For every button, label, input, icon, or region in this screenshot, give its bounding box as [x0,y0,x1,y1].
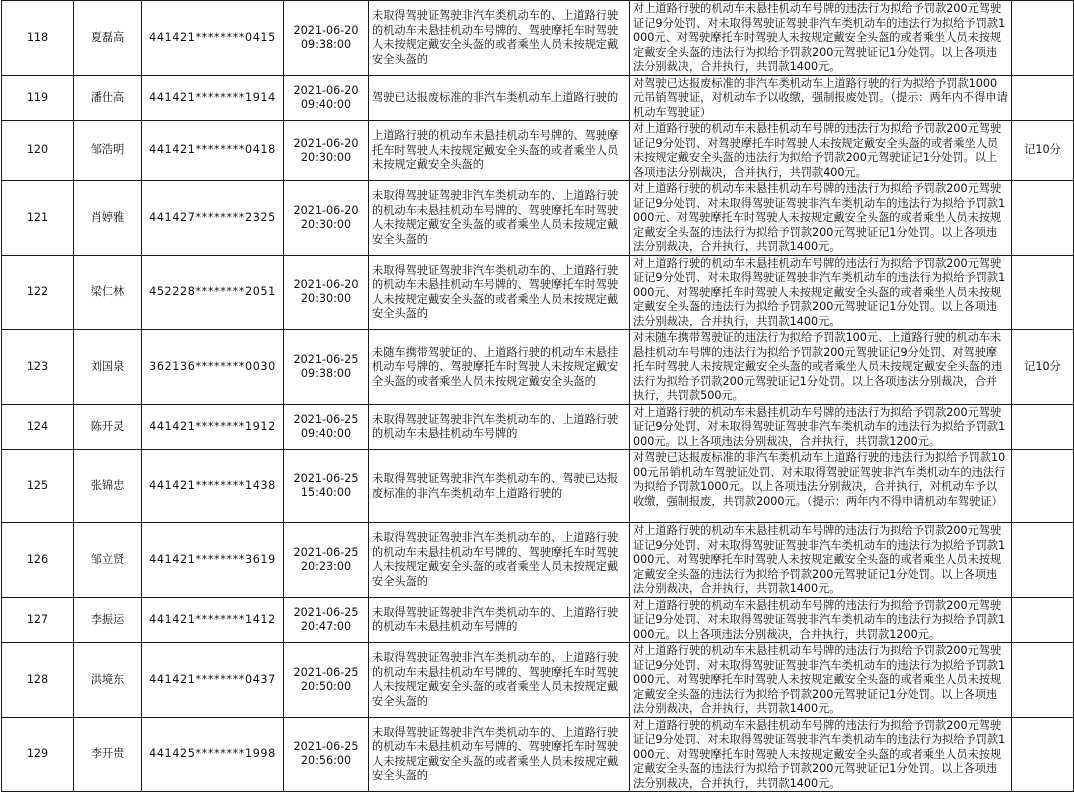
penalty-description: 对上道路行驶的机动车未悬挂机动车号牌的违法行为拟给予罚款200元驾驶证记9分处罚、对未取得驾驶证驾驶非汽车类机动车的违法行为拟给予罚款1000元、对驾驶摩托车时驾驶人未按规定戴安全头盔的或者乘坐人员未按规定戴安全头盔的违法行为拟给予罚款200元驾驶证记1分处罚。以上各项违法分别裁决，合并执行，共罚款1400元。 [630,1,1012,76]
row-number: 125 [2,450,74,523]
penalty-description: 对上道路行驶的机动车未悬挂机动车号牌的违法行为拟给予罚款200元驾驶证记9分处罚、对未取得驾驶证驾驶非汽车类机动车的违法行为拟给予罚款1000元。以上各项违法分别裁决，合并执行，共罚款1200元。 [630,597,1012,643]
violation-description: 未取得驾驶证驾驶非汽车类机动车的、上道路行驶的机动车未悬挂机动车号牌的、驾驶摩托车时驾驶人未按规定戴安全头盔的或者乘坐人员未按规定戴安全头盔的 [369,255,630,330]
violation-time: 20:30:00 [300,150,352,164]
penalty-points [1012,523,1074,598]
violation-date: 2021-06-20 [293,136,359,150]
offender-name: 邹浩明 [74,121,142,181]
offender-name: 潘仕高 [74,75,142,121]
violation-description: 未取得驾驶证驾驶非汽车类机动车的、上道路行驶的机动车未悬挂机动车号牌的、驾驶摩托车时驾驶人未按规定戴安全头盔的或者乘坐人员未按规定戴安全头盔的 [369,523,630,598]
penalty-points [1012,75,1074,121]
violation-datetime [284,1,369,76]
violation-datetime [284,404,369,450]
table-row [2,523,1074,598]
penalty-points [1012,255,1074,330]
offender-name: 陈开灵 [74,404,142,450]
id-number: 441421********1412 [142,597,284,643]
row-number: 120 [2,121,74,181]
penalty-description: 对上道路行驶的机动车未悬挂机动车号牌的违法行为拟给予罚款200元驾驶证记9分处罚、对未取得驾驶证驾驶非汽车类机动车的违法行为拟给予罚款1000元、对驾驶摩托车时驾驶人未按规定戴安全头盔的或者乘坐人员未按规定戴安全头盔的违法行为拟给予罚款200元驾驶证记1分处罚。以上各项违法分别裁决，合并执行，共罚款1400元。 [630,255,1012,330]
table-row [2,75,1074,121]
table-row [2,1,1074,76]
penalty-description: 对驾驶已达报废标准的非汽车类机动车上道路行驶的行为拟给予罚款1000元吊销驾驶证，对机动车予以收缴，强制报废处罚。（提示：两年内不得申请机动车驾驶证） [630,75,1012,121]
id-number: 441421********1914 [142,75,284,121]
id-number: 441421********0437 [142,643,284,718]
id-number: 441427********2325 [142,181,284,256]
id-number: 441421********3619 [142,523,284,598]
violation-time: 20:30:00 [300,217,352,231]
violation-description: 未取得驾驶证驾驶非汽车类机动车的、上道路行驶的机动车未悬挂机动车号牌的、驾驶摩托车时驾驶人未按规定戴安全头盔的或者乘坐人员未按规定戴安全头盔的 [369,643,630,718]
violation-description: 未取得驾驶证驾驶非汽车类机动车的、上道路行驶的机动车未悬挂机动车号牌的、驾驶摩托车时驾驶人未按规定戴安全头盔的或者乘坐人员未按规定戴安全头盔的 [369,1,630,76]
id-number: 452228********2051 [142,255,284,330]
violation-date: 2021-06-20 [293,83,359,97]
violation-datetime [284,181,369,256]
penalty-points [1012,181,1074,256]
table-row [2,450,1074,523]
offender-name: 张锦忠 [74,450,142,523]
violation-date: 2021-06-25 [293,545,359,559]
penalty-description: 对上道路行驶的机动车未悬挂机动车号牌的违法行为拟给予罚款200元驾驶证记9分处罚、对驾驶摩托车时驾驶人未按规定戴安全头盔的或者乘坐人员未按规定戴安全头盔的违法行为拟给予罚款200元驾驶证记1分处罚。以上各项违法分别裁决，合并执行，共罚款400元。 [630,121,1012,181]
row-number: 124 [2,404,74,450]
id-number: 441421********0418 [142,121,284,181]
table-row [2,121,1074,181]
penalty-points [1012,404,1074,450]
violation-description: 未取得驾驶证驾驶非汽车类机动车的、上道路行驶的机动车未悬挂机动车号牌的 [369,404,630,450]
penalty-points [1012,1,1074,76]
table-row [2,643,1074,718]
violation-date: 2021-06-25 [293,412,359,426]
violation-time: 15:40:00 [300,486,352,499]
violation-date: 2021-06-25 [293,352,359,366]
violation-datetime [284,330,369,405]
penalty-description: 对上道路行驶的机动车未悬挂机动车号牌的违法行为拟给予罚款200元驾驶证记9分处罚、对未取得驾驶证驾驶非汽车类机动车的违法行为拟给予罚款1000元。以上各项违法分别裁决，合并执行，共罚款1200元。 [630,404,1012,450]
violation-time: 20:56:00 [300,754,352,768]
offender-name: 梁仁林 [74,255,142,330]
violation-date: 2021-06-20 [293,23,359,37]
violation-time: 09:38:00 [300,366,352,380]
penalty-description: 对未随车携带驾驶证的违法行为拟给予罚款100元、上道路行驶的机动车未悬挂机动车号牌的违法行为拟给予罚款200元驾驶证记9分处罚、对驾驶摩托车时驾驶人未按规定戴安全头盔的或者乘坐人员未按规定戴安全头盔的违法行为拟给予罚款200元驾驶证记1分处罚。以上各项违法分别裁决，合并执行，共罚款500元。 [630,330,1012,405]
violation-time: 20:47:00 [300,619,352,633]
table-row [2,404,1074,450]
penalty-description: 对上道路行驶的机动车未悬挂机动车号牌的违法行为拟给予罚款200元驾驶证记9分处罚、对未取得驾驶证驾驶非汽车类机动车的违法行为拟给予罚款1000元、对驾驶摩托车时驾驶人未按规定戴安全头盔的或者乘坐人员未按规定戴安全头盔的违法行为拟给予罚款200元驾驶证记1分处罚。以上各项违法分别裁决，合并执行，共罚款1400元。 [630,181,1012,256]
id-number: 441421********1438 [142,450,284,523]
violation-time: 20:23:00 [300,559,352,573]
violation-datetime [284,121,369,181]
violation-description: 驾驶已达报废标准的非汽车类机动车上道路行驶的 [369,75,630,121]
table-row [2,330,1074,405]
offender-name: 李开贵 [74,717,142,792]
penalty-table [1,0,1074,792]
violation-description: 未取得驾驶证驾驶非汽车类机动车的、上道路行驶的机动车未悬挂机动车号牌的、驾驶摩托车时驾驶人未按规定戴安全头盔的或者乘坐人员未按规定戴安全头盔的 [369,717,630,792]
penalty-points: 记10分 [1012,121,1074,181]
penalty-points [1012,717,1074,792]
violation-time: 09:40:00 [300,97,352,111]
violation-description: 未随车携带驾驶证的、上道路行驶的机动车未悬挂机动车号牌的、驾驶摩托车时驾驶人未按规定戴安全头盔的或者乘坐人员未按规定戴安全头盔的 [369,330,630,405]
row-number: 128 [2,643,74,718]
violation-datetime [284,597,369,643]
penalty-description: 对上道路行驶的机动车未悬挂机动车号牌的违法行为拟给予罚款200元驾驶证记9分处罚、对未取得驾驶证驾驶非汽车类机动车的违法行为拟给予罚款1000元、对驾驶摩托车时驾驶人未按规定戴安全头盔的或者乘坐人员未按规定戴安全头盔的违法行为拟给予罚款200元驾驶证记1分处罚。以上各项违法分别裁决，合并执行，共罚款1400元。 [630,643,1012,718]
table-row [2,255,1074,330]
penalty-points: 记10分 [1012,330,1074,405]
violation-description: 未取得驾驶证驾驶非汽车类机动车的、驾驶已达报废标准的非汽车类机动车上道路行驶的 [369,450,630,523]
violation-time: 20:30:00 [300,292,352,306]
row-number: 119 [2,75,74,121]
violation-datetime [284,450,369,523]
id-number: 441421********0415 [142,1,284,76]
penalty-description: 对驾驶已达报废标准的非汽车类机动车上道路行驶的违法行为拟给予罚款1000元吊销机动车驾驶证处罚、对未取得驾驶证驾驶非汽车类机动车的违法行为拟给予罚款1000元。以上各项违法分别裁决，合并执行，对机动车予以收缴，强制报废，共罚款2000元。（提示：两年内不得申请机动车驾驶证） [630,450,1012,523]
violation-date: 2021-06-25 [293,605,359,619]
violation-datetime [284,643,369,718]
violation-datetime [284,717,369,792]
offender-name: 邹立贤 [74,523,142,598]
row-number: 127 [2,597,74,643]
penalty-points [1012,597,1074,643]
violation-time: 20:50:00 [300,679,352,693]
offender-name: 肖婷雅 [74,181,142,256]
table-row [2,597,1074,643]
row-number: 126 [2,523,74,598]
violation-date: 2021-06-25 [293,740,359,754]
table-row [2,717,1074,792]
penalty-description: 对上道路行驶的机动车未悬挂机动车号牌的违法行为拟给予罚款200元驾驶证记9分处罚、对未取得驾驶证驾驶非汽车类机动车的违法行为拟给予罚款1000元、对驾驶摩托车时驾驶人未按规定戴安全头盔的或者乘坐人员未按规定戴安全头盔的违法行为拟给予罚款200元驾驶证记1分处罚。以上各项违法分别裁决，合并执行，共罚款1400元。 [630,717,1012,792]
penalty-description: 对上道路行驶的机动车未悬挂机动车号牌的违法行为拟给予罚款200元驾驶证记9分处罚、对未取得驾驶证驾驶非汽车类机动车的违法行为拟给予罚款1000元、对驾驶摩托车时驾驶人未按规定戴安全头盔的或者乘坐人员未按规定戴安全头盔的违法行为拟给予罚款200元驾驶证记1分处罚。以上各项违法分别裁决，合并执行，共罚款1400元。 [630,523,1012,598]
violation-datetime [284,523,369,598]
violation-description: 上道路行驶的机动车未悬挂机动车号牌的、驾驶摩托车时驾驶人未按规定戴安全头盔的或者乘坐人员未按规定戴安全头盔的 [369,121,630,181]
violation-time: 09:40:00 [300,426,352,440]
row-number: 121 [2,181,74,256]
row-number: 129 [2,717,74,792]
violation-datetime [284,255,369,330]
violation-date: 2021-06-25 [293,665,359,679]
violation-date: 2021-06-20 [293,203,359,217]
offender-name: 洪境东 [74,643,142,718]
id-number: 441421********1912 [142,404,284,450]
violation-description: 未取得驾驶证驾驶非汽车类机动车的、上道路行驶的机动车未悬挂机动车号牌的、驾驶摩托车时驾驶人未按规定戴安全头盔的或者乘坐人员未按规定戴安全头盔的 [369,181,630,256]
id-number: 362136********0030 [142,330,284,405]
id-number: 441425********1998 [142,717,284,792]
violation-time: 09:38:00 [300,37,352,51]
penalty-points [1012,643,1074,718]
table-row [2,181,1074,256]
offender-name: 李振运 [74,597,142,643]
offender-name: 夏磊高 [74,1,142,76]
violation-description: 未取得驾驶证驾驶非汽车类机动车的、上道路行驶的机动车未悬挂机动车号牌的 [369,597,630,643]
offender-name: 刘国泉 [74,330,142,405]
violation-date: 2021-06-25 [293,472,359,485]
row-number: 118 [2,1,74,76]
violation-datetime [284,75,369,121]
row-number: 123 [2,330,74,405]
row-number: 122 [2,255,74,330]
penalty-points [1012,450,1074,523]
violation-date: 2021-06-20 [293,278,359,292]
